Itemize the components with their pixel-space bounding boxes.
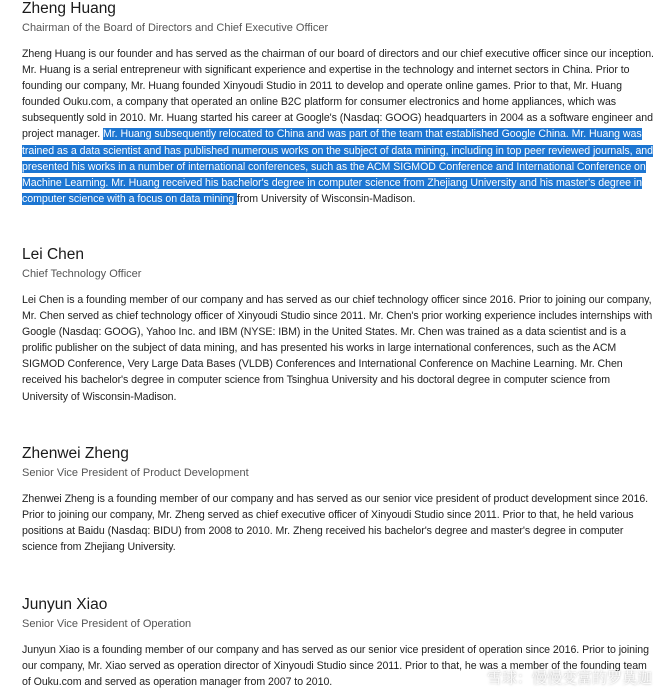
executive-profile-zheng-huang [22, 0, 654, 207]
executive-title: Senior Vice President of Operation [22, 618, 192, 630]
executive-bio[interactable] [22, 46, 654, 207]
executive-title: Chairman of the Board of Directors and Chief Executive Officer [22, 22, 329, 34]
bio-text[interactable]: Zheng Huang is our founder and has served as the chairman of our board of directors and our chief executive officer since our inception. Mr. Huang is a serial entrepreneur with significant experience and expertise in the technology and internet sectors in China. Prior to founding our company, Mr. Huang founded Xinyoudi Studio in 2011 to develop and operate online games. Prior to that, Mr. Huang founded Ouku.com, a company that operated an online B2C platform for consumer electronics and home appliances, which was subsequently sold in 2010. Mr. Huang started his career at Google's (Nasdaq: GOOG) headquarters in 2004 as a software engineer and project manager. [22, 48, 654, 141]
executive-title: Senior Vice President of Product Development [22, 467, 249, 479]
executive-bio[interactable]: Zhenwei Zheng is a founding member of our company and has served as our senior vice president of product development since 2016. Prior to joining our company, Mr. Zheng served as chief executive officer of Xinyoudi Studio since 2011. Prior to that, he held various positions at Baidu (Nasdaq: BIDU) from 2008 to 2010. Mr. Zheng received his bachelor's degree and master's degree in computer science from Zhejiang University. [22, 493, 649, 554]
executive-bio[interactable]: Junyun Xiao is a founding member of our company and has served as our senior vice president of operation since 2016. Prior to joining our company, Mr. Xiao served as operation director of Xinyoudi Studio since 2011. Prior to that, he was a member of the founding team of Ouku.com and served as operation manager from 2007 to 2010. [22, 644, 649, 689]
watermark [467, 667, 652, 688]
executive-name: Zheng Huang [22, 0, 116, 17]
executive-profile-lei-chen [22, 246, 654, 405]
executive-bio[interactable]: Lei Chen is a founding member of our company and has served as our chief technology officer since 2016. Prior to joining our company, Mr. Chen served as chief technology officer of Xinyoudi Studio since 2011. Mr. Chen's prior working experience includes internships with Google (Nasdaq: GOOG), Yahoo Inc. and IBM (NYSE: IBM) in the United States. Mr. Chen was trained as a data scientist and is a prolific publisher on the subject of data mining, and has presented his works in large international conferences, such as the ACM SIGMOD Conference, Very Large Data Bases (VLDB) Conferences and International Conference on Machine Learning. Mr. Chen received his bachelor's degree in computer science from Tsinghua University and his doctoral degree in computer science from University of Wisconsin-Madison. [22, 294, 653, 403]
executive-title: Chief Technology Officer [22, 268, 142, 280]
bio-text[interactable]: from University of Wisconsin-Madison. [237, 192, 416, 205]
watermark-text: 雪球：慢慢变富的罗莫迦 [486, 670, 652, 687]
snowball-logo-icon [467, 670, 483, 686]
executive-name: Lei Chen [22, 246, 85, 263]
executive-profile-zhenwei-zheng [22, 445, 654, 555]
executive-name: Zhenwei Zheng [22, 445, 129, 462]
selected-text[interactable]: Mr. Huang subsequently relocated to China and was part of the team that established Google China. Mr. Huang was trained as a data scientist and has published numerous works on the subject of data mining, including in top peer reviewed journals, and presented his works in a number of international conferences, such as the ACM SIGMOD Conference and International Conference on Machine Learning. Mr. Huang received his bachelor's degree in computer science from Zhejiang University and his master's degree in computer science with a focus on data mining [22, 128, 653, 205]
executive-name: Junyun Xiao [22, 596, 108, 613]
